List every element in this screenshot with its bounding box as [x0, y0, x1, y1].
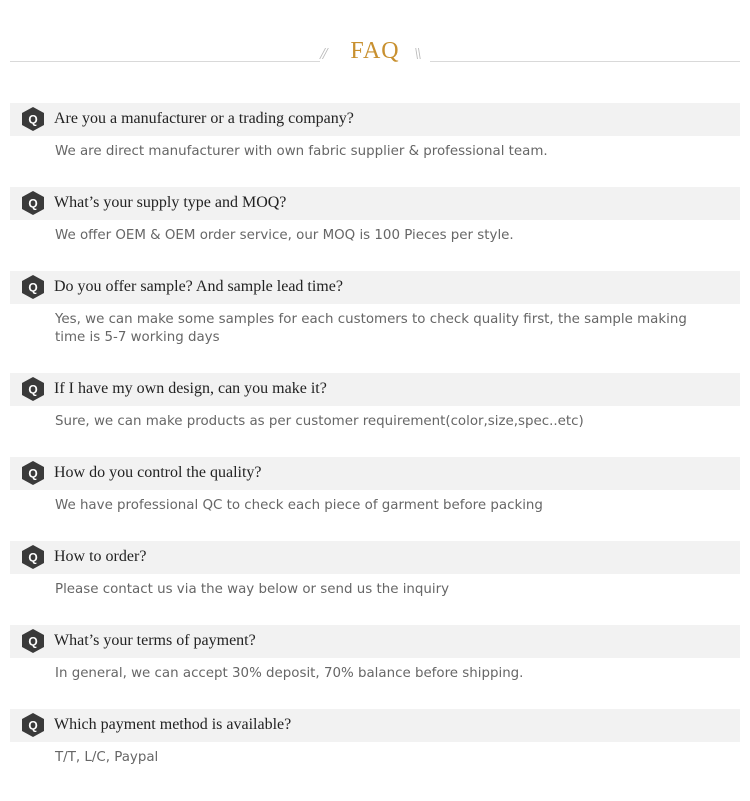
- answer-text: Please contact us via the way below or send us the inquiry: [55, 582, 450, 597]
- q-hexagon-icon: [20, 376, 46, 402]
- deco-slashes-left: //: [320, 44, 326, 63]
- answer-text: In general, we can accept 30% deposit, 70% balance before shipping.: [55, 666, 524, 681]
- question-text: How do you control the quality?: [54, 464, 262, 481]
- question-text: What’s your terms of payment?: [54, 632, 256, 649]
- badge-letter: Q: [28, 550, 38, 565]
- faq-list: [10, 103, 740, 793]
- faq-item: [10, 373, 740, 457]
- q-hexagon-icon: [20, 628, 46, 654]
- faq-item: [10, 541, 740, 625]
- q-hexagon-icon: [20, 190, 46, 216]
- faq-item: [10, 187, 740, 271]
- question-text: What’s your supply type and MOQ?: [54, 194, 287, 211]
- question-bar: [10, 187, 740, 220]
- faq-item: [10, 103, 740, 187]
- badge-letter: Q: [28, 382, 38, 397]
- faq-item: [10, 457, 740, 541]
- answer-text: We offer OEM & OEM order service, our MOQ is 100 Pieces per style.: [55, 228, 514, 243]
- question-bar: [10, 541, 740, 574]
- question-text: Do you offer sample? And sample lead time?: [54, 278, 343, 295]
- q-hexagon-icon: [20, 274, 46, 300]
- question-bar: [10, 457, 740, 490]
- answer-text: We are direct manufacturer with own fabric supplier & professional team.: [55, 144, 548, 159]
- question-text: If I have my own design, can you make it?: [54, 380, 327, 397]
- question-bar: [10, 373, 740, 406]
- faq-header: [0, 30, 750, 80]
- question-bar: [10, 103, 740, 136]
- q-hexagon-icon: [20, 106, 46, 132]
- answer-text: Yes, we can make some samples for each customers to check quality first, the sample making time is 5-7 working days: [55, 312, 687, 345]
- question-bar: [10, 709, 740, 742]
- badge-letter: Q: [28, 466, 38, 481]
- q-hexagon-icon: [20, 544, 46, 570]
- badge-letter: Q: [28, 634, 38, 649]
- answer-text: T/T, L/C, Paypal: [55, 750, 159, 765]
- q-hexagon-icon: [20, 460, 46, 486]
- divider-line-right: [430, 61, 740, 62]
- question-bar: [10, 271, 740, 304]
- faq-item: [10, 709, 740, 793]
- question-text: How to order?: [54, 548, 147, 565]
- answer-text: Sure, we can make products as per customer requirement(color,size,spec..etc): [55, 414, 584, 429]
- badge-letter: Q: [28, 196, 38, 211]
- badge-letter: Q: [28, 112, 38, 127]
- question-text: Are you a manufacturer or a trading company?: [54, 110, 354, 127]
- answer-text: We have professional QC to check each piece of garment before packing: [55, 498, 543, 513]
- badge-letter: Q: [28, 718, 38, 733]
- question-bar: [10, 625, 740, 658]
- badge-letter: Q: [28, 280, 38, 295]
- page-title: FAQ: [350, 38, 400, 64]
- q-hexagon-icon: [20, 712, 46, 738]
- question-text: Which payment method is available?: [54, 716, 292, 733]
- deco-slashes-right: \\: [414, 44, 420, 63]
- faq-item: [10, 625, 740, 709]
- faq-item: [10, 271, 740, 373]
